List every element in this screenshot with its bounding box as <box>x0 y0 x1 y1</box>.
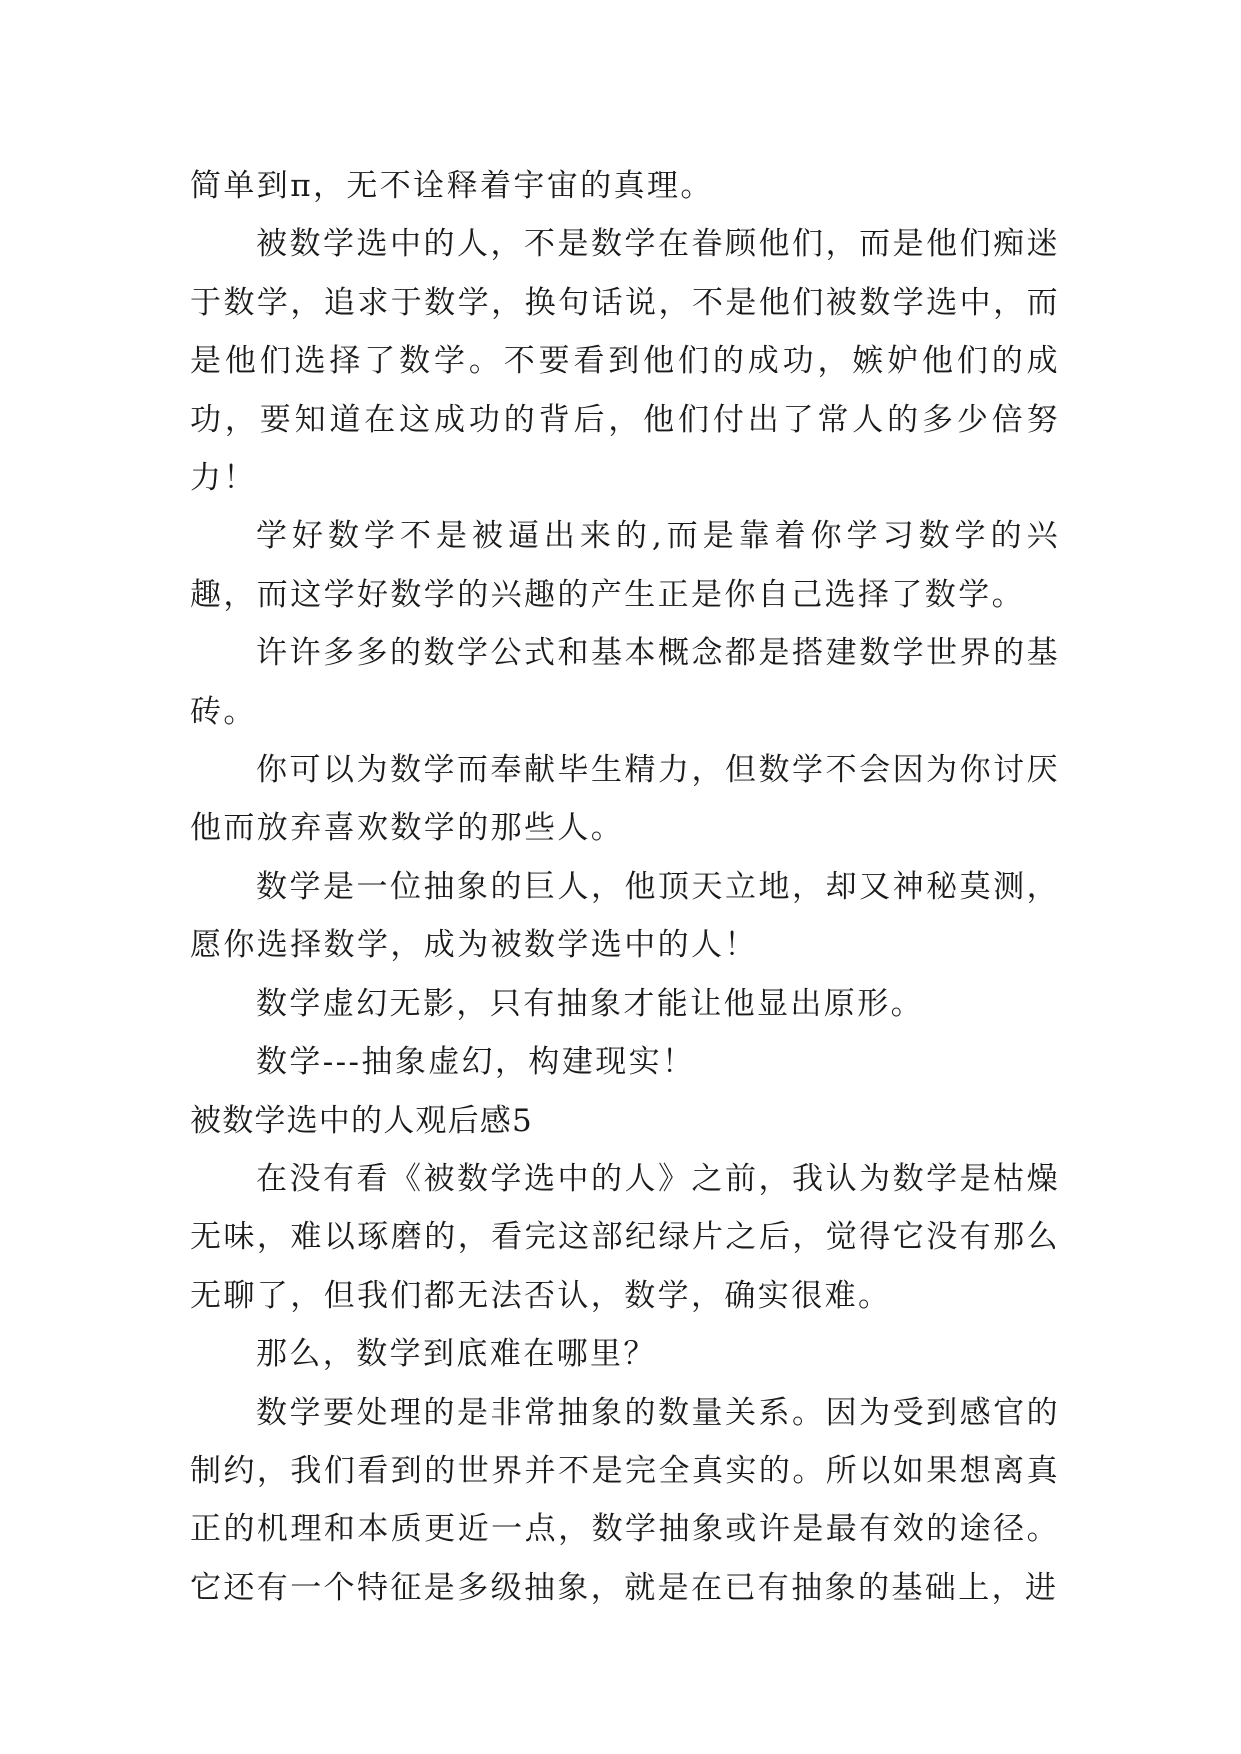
paragraph: 被数学选中的人，不是数学在眷顾他们，而是他们痴迷于数学，追求于数学，换句话说，不是他们被数学选中，而是他们选择了数学。不要看到他们的成功，嫉妒他们的成功，要知道在这成功的背后，他们付出了常人的多少倍努力！ <box>190 226 1060 497</box>
paragraph: 数学是一位抽象的巨人，他顶天立地，却又神秘莫测，愿你选择数学，成为被数学选中的人！ <box>190 868 1060 964</box>
paragraph: 数学---抽象虚幻，构建现实！ <box>256 1044 696 1081</box>
paragraph: 那么，数学到底难在哪里？ <box>256 1336 657 1373</box>
paragraph: 你可以为数学而奉献毕生精力，但数学不会因为你讨厌他而放弃喜欢数学的那些人。 <box>190 752 1060 847</box>
paragraph-continuation: 简单到π，无不诠释着宇宙的真理。 <box>190 168 714 204</box>
paragraph: 在没有看《被数学选中的人》之前，我认为数学是枯燥无味，难以琢磨的，看完这部纪绿片之后，觉得它没有那么无聊了，但我们都无法否认，数学，确实很难。 <box>190 1160 1060 1314</box>
document-body <box>190 157 1060 1617</box>
paragraph: 数学要处理的是非常抽象的数量关系。因为受到感官的制约，我们看到的世界并不是完全真实的。所以如果想离真正的机理和本质更近一点，数学抽象或许是最有效的途径。它还有一个特征是多级抽象，就是在已有抽象的基础上，进 <box>190 1394 1060 1606</box>
section-heading: 被数学选中的人观后感5 <box>190 1102 533 1139</box>
paragraph: 许许多多的数学公式和基本概念都是搭建数学世界的基砖。 <box>190 635 1060 730</box>
paragraph: 学好数学不是被逼出来的,而是靠着你学习数学的兴趣，而这学好数学的兴趣的产生正是你自己选择了数学。 <box>190 518 1060 613</box>
paragraph: 数学虚幻无影，只有抽象才能让他显出原形。 <box>256 985 924 1022</box>
